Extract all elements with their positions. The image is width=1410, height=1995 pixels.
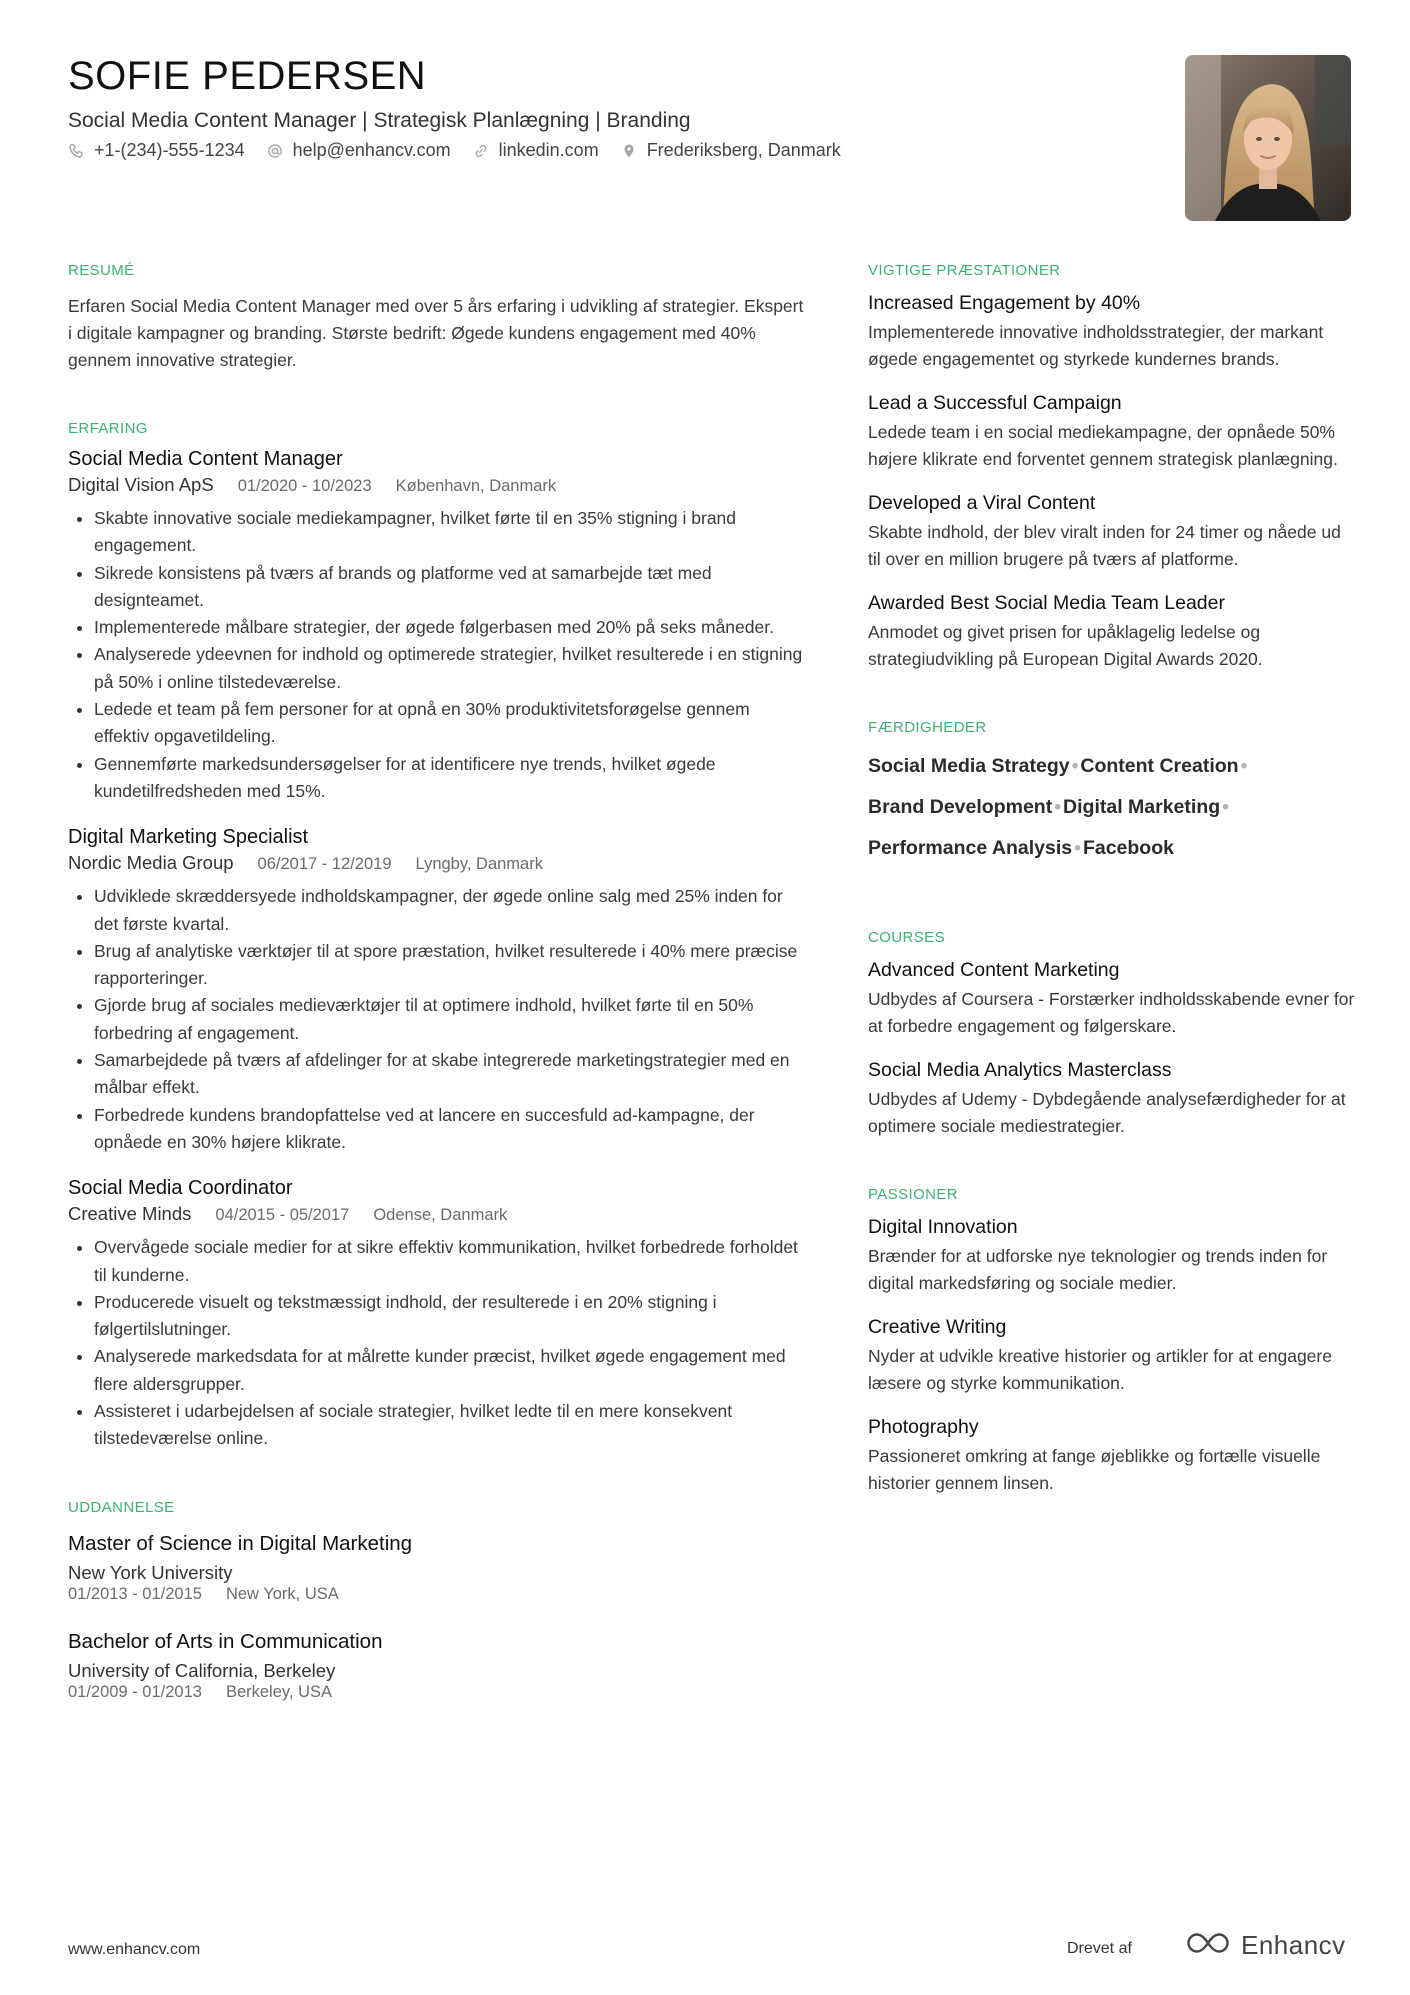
courses-section [868, 929, 1358, 1140]
education-location: Berkeley, USA [225, 1682, 333, 1701]
job-meta [68, 850, 808, 877]
achievement-description: Implementerede innovative indholdsstrategier, der markant øgede engagementet og styrkede kundernes brands. [868, 322, 1324, 369]
passion-item [868, 1313, 1358, 1397]
section-title-achievements: VIGTIGE PRÆSTATIONER [868, 262, 1061, 279]
job-dates: 04/2015 - 05/2017 [215, 1206, 350, 1225]
job-bullet: • Skabte innovative sociale mediekampagner, hvilket førte til en 35% stigning i brand engagement. [94, 505, 808, 560]
profile-photo [1185, 55, 1351, 221]
passion-description: Brænder for at udforske nye teknologier og trends inden for digital markedsføring og sociale medier. [868, 1246, 1328, 1293]
skill-row [868, 746, 1358, 787]
contact-email[interactable] [267, 140, 451, 161]
left-column [68, 262, 808, 1702]
separator-dot: • [1074, 837, 1081, 859]
job-meta [68, 1201, 808, 1228]
infinity-logo-icon [1185, 1930, 1231, 1961]
achievement-description: Anmodet og givet prisen for upåklagelig ledelse og strategiudvikling på European Digital Awards 2020. [868, 622, 1263, 669]
job-bullet: • Samarbejdede på tværs af afdelinger for at skabe integrerede marketingstrategier med en målbar effekt. [94, 1047, 808, 1102]
summary-section [68, 262, 808, 374]
passion-title: Creative Writing [868, 1316, 1007, 1338]
job-bullet: • Ledede et team på fem personer for at opnå en 30% produktivitetsforøgelse gennem effektiv opgavetildeling. [94, 696, 808, 751]
achievement-title: Awarded Best Social Media Team Leader [868, 592, 1225, 614]
skill-tag: Social Media Strategy [868, 755, 1070, 777]
course-item [868, 1056, 1358, 1140]
footer-powered-by: Drevet af [1067, 1940, 1132, 1957]
contact-location [621, 140, 841, 161]
passion-item [868, 1213, 1358, 1297]
job-dates: 06/2017 - 12/2019 [257, 855, 392, 874]
education-location: New York, USA [225, 1584, 339, 1603]
job-bullets [68, 883, 808, 1156]
achievement-item [868, 289, 1358, 373]
passion-description: Passioneret omkring at fange øjeblikke og fortælle visuelle historier gennem linsen. [868, 1446, 1321, 1493]
separator-dot: • [1071, 755, 1079, 777]
achievements-section [868, 262, 1358, 673]
achievement-description: Skabte indhold, der blev viralt inden for 24 timer og nåede ud til over en million brugere på tværs af platforme. [868, 522, 1341, 569]
section-title-education: UDDANNELSE [68, 1498, 175, 1516]
contact-location-text: Frederiksberg, Danmark [646, 140, 841, 160]
separator-dot: • [1222, 796, 1229, 818]
job-company: Creative Minds [68, 1203, 192, 1225]
job-bullet: • Sikrede konsistens på tværs af brands og platforme ved at samarbejde tæt med designteamet. [94, 560, 808, 615]
achievement-item [868, 389, 1358, 473]
section-title-courses: COURSES [868, 929, 945, 946]
achievement-title: Developed a Viral Content [868, 492, 1096, 514]
education-section [68, 1499, 808, 1702]
achievement-item [868, 489, 1358, 573]
passion-item [868, 1413, 1358, 1497]
phone-icon [68, 143, 84, 159]
skill-row [868, 787, 1358, 828]
education-dates: 01/2013 - 01/2015 [68, 1584, 202, 1603]
headline: Social Media Content Manager | Strategisk Planlægning | Branding [68, 109, 691, 132]
section-title-summary: RESUMÉ [68, 262, 135, 279]
passions-section [868, 1186, 1358, 1497]
passion-title: Digital Innovation [868, 1216, 1018, 1238]
contact-linkedin-text: linkedin.com [498, 140, 599, 160]
education-degree: Bachelor of Arts in Communication [68, 1629, 383, 1653]
job-dates: 01/2020 - 10/2023 [237, 477, 372, 495]
location-pin-icon [621, 143, 637, 159]
education-school: University of California, Berkeley [68, 1659, 336, 1681]
course-title: Social Media Analytics Masterclass [868, 1059, 1172, 1081]
education-dates: 01/2009 - 01/2013 [68, 1682, 202, 1701]
skill-tag: Digital Marketing [1063, 796, 1221, 818]
job-entry [68, 1176, 808, 1452]
education-entry [68, 1628, 808, 1702]
skill-tag: Facebook [1082, 837, 1174, 859]
passion-title: Photography [868, 1416, 979, 1438]
job-bullets [68, 1234, 808, 1452]
job-location: Odense, Danmark [373, 1206, 508, 1225]
job-location: København, Danmark [395, 477, 557, 495]
education-degree: Master of Science in Digital Marketing [68, 1531, 413, 1555]
skill-tag: Content Creation [1080, 755, 1239, 777]
job-title: Social Media Coordinator [68, 1177, 293, 1200]
footer-website-link[interactable]: www.enhancv.com [68, 1941, 201, 1958]
enhancv-logo[interactable] [1185, 1930, 1346, 1961]
at-icon [267, 143, 283, 159]
contact-linkedin[interactable] [473, 140, 599, 161]
skills-section [868, 719, 1358, 869]
course-description: Udbydes af Coursera - Forstærker indholdsskabende evner for at forbedre engagement og følgerskare. [868, 989, 1355, 1036]
section-title-experience: ERFARING [68, 420, 148, 437]
job-bullet: • Analyserede ydeevnen for indhold og optimerede strategier, hvilket resulterede i en stigning på 50% i online tilstedeværelse. [94, 641, 808, 696]
skill-tag: Performance Analysis [868, 837, 1073, 859]
job-location: Lyngby, Danmark [415, 855, 543, 874]
job-company: Nordic Media Group [68, 852, 234, 874]
job-bullet: • Assisteret i udarbejdelsen af sociale strategier, hvilket ledte til en mere konsekvent tilstedeværelse online. [94, 1398, 808, 1453]
job-bullet: • Implementerede målbare strategier, der øgede følgerbasen med 20% på seks måneder. [94, 614, 808, 641]
candidate-name: SOFIE PEDERSEN [68, 54, 427, 98]
contact-bar [68, 140, 863, 161]
job-company: Digital Vision ApS [68, 474, 214, 495]
footer-brand-name: Enhancv [1241, 1930, 1346, 1960]
education-meta [68, 1682, 808, 1702]
skill-tag: Brand Development [868, 796, 1053, 818]
course-description: Udbydes af Udemy - Dybdegående analysefærdigheder for at optimere sociale mediestrategier. [868, 1089, 1346, 1136]
course-title: Advanced Content Marketing [868, 959, 1120, 981]
job-title: Social Media Content Manager [68, 448, 343, 470]
job-bullet: • Analyserede markedsdata for at målrette kunder præcist, hvilket øgede engagement med flere aldersgrupper. [94, 1343, 808, 1398]
link-icon [473, 143, 489, 159]
education-school: New York University [68, 1561, 233, 1583]
job-bullet: • Overvågede sociale medier for at sikre effektiv kommunikation, hvilket forbedrede forholdet til kunderne. [94, 1234, 808, 1289]
achievement-item [868, 589, 1358, 673]
right-column [868, 262, 1358, 1497]
achievement-title: Increased Engagement by 40% [868, 292, 1141, 314]
education-meta [68, 1584, 808, 1604]
job-bullet: • Brug af analytiske værktøjer til at spore præstation, hvilket resulterede i 40% mere præcise rapporteringer. [94, 938, 808, 993]
job-bullets [68, 505, 808, 805]
course-item [868, 956, 1358, 1040]
achievement-description: Ledede team i en social mediekampagne, der opnåede 50% højere klikrate end forventet gennem strategisk planlægning. [868, 422, 1338, 469]
job-entry [68, 447, 808, 805]
summary-text: Erfaren Social Media Content Manager med over 5 års erfaring i udvikling af strategier. Ekspert i digitale kampagner og branding. Største bedrift: Øgede kundens engagement med 40% gennem innovative strategier. [68, 296, 804, 370]
contact-phone[interactable] [68, 140, 245, 161]
job-bullet: • Gjorde brug af sociales medieværktøjer til at optimere indhold, hvilket førte til en 50% forbedring af engagement. [94, 992, 808, 1047]
contact-email-text: help@enhancv.com [292, 140, 451, 160]
education-entry [68, 1530, 808, 1604]
passion-description: Nyder at udvikle kreative historier og artikler for at engagere læsere og styrke kommunikation. [868, 1346, 1332, 1393]
skills-list [868, 746, 1358, 869]
separator-dot: • [1240, 755, 1248, 777]
job-entry [68, 825, 808, 1156]
achievement-title: Lead a Successful Campaign [868, 392, 1122, 414]
job-bullet: • Gennemførte markedsundersøgelser for at identificere nye trends, hvilket øgede kundetilfredsheden med 15%. [94, 751, 808, 806]
job-bullet: • Udviklede skræddersyede indholdskampagner, der øgede online salg med 25% inden for det første kvartal. [94, 883, 808, 938]
job-bullet: • Forbedrede kundens brandopfattelse ved at lancere en succesfuld ad-kampagne, der opnåede en 30% højere klikrate. [94, 1102, 808, 1157]
experience-section [68, 420, 808, 1453]
section-title-skills: FÆRDIGHEDER [868, 719, 987, 736]
job-bullet: • Producerede visuelt og tekstmæssigt indhold, der resulterede i en 20% stigning i følgertilslutninger. [94, 1289, 808, 1344]
separator-dot: • [1054, 796, 1062, 818]
job-title: Digital Marketing Specialist [68, 826, 309, 849]
section-title-passions: PASSIONER [868, 1186, 959, 1203]
skill-row [868, 828, 1358, 869]
job-meta [68, 472, 808, 499]
contact-phone-text: +1-(234)-555-1234 [94, 140, 245, 160]
